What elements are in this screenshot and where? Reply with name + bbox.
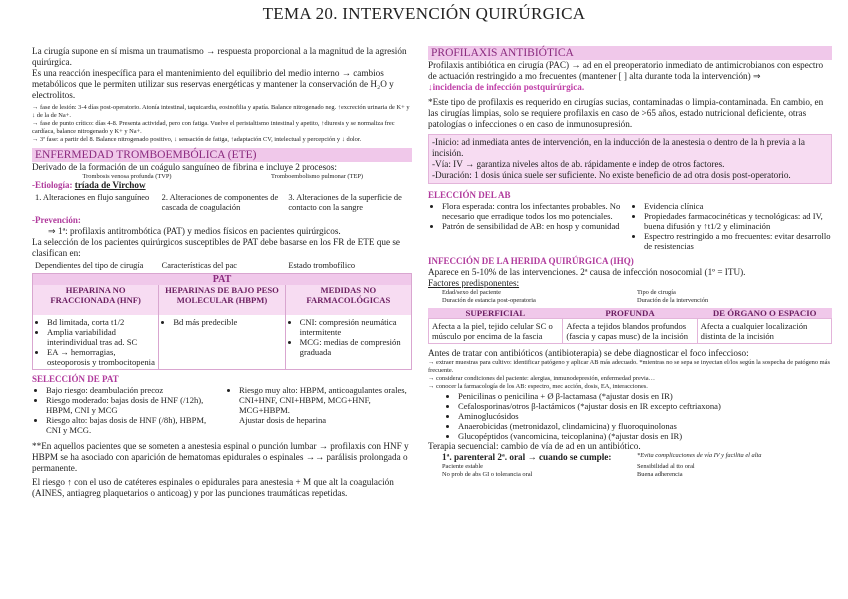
pat-item: • Bd más predecible xyxy=(173,317,282,327)
pat-title: PAT xyxy=(33,274,411,285)
trat-intro: Antes de tratar con antibióticos (antibioterapia) se debe diagnosticar el foco infeccioso: xyxy=(428,348,749,358)
iq-desc: Afecta a tejidos blandos profundos (fascia y capas musc) de la incisión xyxy=(563,319,697,343)
selpat-item: • Riesgo alto: bajas dosis de HNF (/8h), HBPM, CNI y MCG. xyxy=(46,415,219,435)
ab-item: • Evidencia clínica xyxy=(644,201,832,211)
anestesia-note-1: **En aquellos pacientes que se someten a anestesia espinal o punción lumbar → profilaxis con HNF y HBPM se ha asociado con aparición de hematomas epidurales o espinales →→ parálisis prolongada o permanente. xyxy=(32,441,409,473)
iq-col-profunda: PROFUNDA xyxy=(563,308,698,318)
page-title: TEMA 20. INTERVENCIÓN QUIRÚRGICA xyxy=(262,4,586,23)
etiologia-label: -Etiología: xyxy=(32,180,73,190)
etiologia-value: tríada de Virchow xyxy=(74,180,146,190)
pat-col-hbpm xyxy=(159,285,285,369)
pat-col-header: HEPARINAS DE BAJO PESO MOLECULAR (HBPM) xyxy=(159,285,284,315)
trat-item-1: → extraer muestras para cultivo: identificar patógeno y aplicar AB más adecuado. *mientras no se sepa se inyectan el/los según la sospecha de patógeno más frecuente. xyxy=(428,359,830,374)
prevencion-label: -Prevención: xyxy=(32,215,81,225)
ab-item: • Propiedades farmacocinéticas y tecnológicas: ad IV, buena difusión y ↑t1/2 y eliminación xyxy=(644,211,832,231)
pat-item: • CNI: compresión neumática intermitente xyxy=(300,317,409,337)
seq-item: No prob de abs GI o tolerancia oral xyxy=(442,471,533,478)
pa-box-inicio: -Inicio: ad inmediata antes de intervención, en la inducción de la anestesia o dentro de la h previa a la incisión. xyxy=(432,137,805,158)
selpat-item: • Bajo riesgo: deambulación precoz xyxy=(46,385,219,395)
ab-item: • Patrón de sensibilidad de AB: en hosp y comunidad xyxy=(442,221,630,231)
seq-item: Paciente estable xyxy=(442,463,483,470)
ab-item: • Flora esperada: contra los infectantes probables. No necesario que erradique todos los mo potenciales. xyxy=(442,201,630,221)
iq-factores-label: Factores predisponentes: xyxy=(428,278,520,288)
seq-heading: 1ª. parenteral 2ª. oral → cuando se cumple: xyxy=(442,452,612,462)
anestesia-note-2: El riesgo ↑ con el uso de catéteres espinales o epidurales para anestesia + M que alt la coagulación (AINES, antiagreg plaquetarios o anticoag) y por las punciones traumáticas repetidas. xyxy=(32,477,394,498)
iq-factor: Tipo de cirugía xyxy=(637,289,676,296)
ete-subprocess-tvp: Trombosis venosa profunda (TVP) xyxy=(82,173,172,180)
pat-item: • EA → hemorragias, osteoporosis y trombocitopenia xyxy=(47,347,156,367)
iq-desc: Afecta a cualquier localización distinta de la incisión xyxy=(700,321,808,341)
iq-desc: Afecta a la piel, tejido celular SC o músculo por encima de la fascia xyxy=(429,319,563,343)
selpat-item: • Riesgo muy alto: HBPM, anticoagulantes orales, CNI+HNF, CNI+HBPM, MCG+HNF, MCG+HBPM. xyxy=(239,385,412,415)
virchow-item-3: 3. Alteraciones de la superficie de contacto con la sangre xyxy=(288,193,402,212)
trat-item-2: → considerar condiciones del paciente: alergias, inmunodepresión, enfermedad previa… xyxy=(428,375,656,382)
ab-family: • Glucopéptidos (vancomicina, teicoplanina) (*ajustar dosis en IR) xyxy=(458,431,832,441)
virchow-item-1: 1. Alteraciones en flujo sanguíneo xyxy=(35,193,150,202)
iq-factor: Edad/sexo del paciente xyxy=(442,289,501,296)
intro-paragraph-1: La cirugía supone en sí misma un traumatismo → respuesta proporcional a la magnitud de la agresión quirúrgica. xyxy=(32,46,407,67)
prevencion-2: La selección de los pacientes quirúrgicos susceptibles de PAT debe basarse en los FR de ETE que se clasifican en: xyxy=(32,237,401,258)
fr-item-1: Dependientes del tipo de cirugía xyxy=(35,261,144,270)
iq-col-organo: DE ÓRGANO O ESPACIO xyxy=(697,308,832,318)
ab-family: • Anaerobicidas (metronidazol, clindamicina) y fluoroquinolonas xyxy=(458,421,832,431)
phase-1: → fase de lesión: 3-4 días post-operatorio. Atonía intestinal, taquicardia, eosinofilia y apatía. Balance nitrogenado neg. ↑excreción urinaria de K+ y ↓ de la de Na+. xyxy=(32,104,410,119)
pa-box xyxy=(428,134,832,184)
ab-family: • Penicilinas o penicilina + Ø β-lactamasa (*ajustar dosis en IR) xyxy=(458,391,832,401)
intro-paragraph-2: Es una reacción inespecífica para el mantenimiento del equilibrio del medio interno → cambios metabólicos que le permiten utilizar sus reservas energéticas y mantener la conservación de H₂O y electrolitos. xyxy=(32,68,394,100)
pa-heading: PROFILAXIS ANTIBIÓTICA xyxy=(428,46,832,60)
ab-family: • Aminoglucósidos xyxy=(458,411,832,421)
left-column xyxy=(32,46,412,499)
iq-paragraph: Aparece en 5-10% de las intervenciones. 2ª causa de infección nosocomial (1º = ITU). xyxy=(428,267,746,277)
pa-box-duracion: -Duración: 1 dosis única suele ser suficiente. No existe beneficio de ad otra dosis post-operatorio. xyxy=(432,170,791,180)
phase-3: → 3ª fase: a partir del 8. Balance nitrogenado positivo, ↓ sensación de fatiga, ↑adaptación CV, intelectual y percepción y ↓ dolor. xyxy=(32,136,362,143)
iq-col-superficial: SUPERFICIAL xyxy=(428,308,563,318)
pa-paragraph-1: Profilaxis antibiótica en cirugía (PAC) → ad en el preoperatorio inmediato de antimicrobianos con espectro de actuación restringido a mo frecuentes (mantener [ ] alta durante toda la intervención) ⇒ xyxy=(428,60,824,81)
ab-heading: ELECCIÓN DEL AB xyxy=(428,190,511,200)
selpat-item: Ajustar dosis de heparina xyxy=(239,415,327,425)
virchow-item-2: 2. Alteraciones de componentes de cascada de coagulación xyxy=(161,193,279,212)
fr-item-3: Estado trombofílico xyxy=(288,261,356,270)
pat-col-nofarm xyxy=(286,285,411,369)
selpat-heading: SELECCIÓN DE PAT xyxy=(32,374,119,384)
fr-item-2: Características del pac xyxy=(161,261,238,270)
pat-col-header: HEPARINA NO FRACCIONADA (HNF) xyxy=(33,285,158,315)
iq-heading: INFECCIÓN DE LA HERIDA QUIRÚRGICA (IHQ) xyxy=(428,256,634,266)
seq-note: *Evita complicaciones de vía IV y facilita el alta xyxy=(637,452,762,459)
seq-item: Sensibilidad al tto oral xyxy=(637,463,695,470)
pat-item: • MCG: medias de compresión graduada xyxy=(300,337,409,357)
pa-paragraph-1b: ↓incidencia de infección postquirúrgica. xyxy=(428,82,585,92)
pat-table xyxy=(32,273,412,370)
prevencion-1: ⇒ 1ª: profilaxis antitrombótica (PAT) y medios físicos en pacientes quirúrgicos. xyxy=(48,226,341,236)
ete-heading: ENFERMEDAD TROMBOEMBÓLICA (ETE) xyxy=(32,148,412,162)
pa-paragraph-2: *Este tipo de profilaxis es requerido en cirugías sucias, contaminadas o limpia-contaminada. En cambio, en las cirugías limpias, solo se requiere profilaxis en caso de >65 años, estado nutricional deficiente, otras patologías o infecciones o en caso de inmunosupresión. xyxy=(428,97,824,129)
right-column xyxy=(428,46,832,479)
pat-item: • Bd limitada, corta t1/2 xyxy=(47,317,156,327)
pat-col-hnf xyxy=(33,285,159,369)
ete-definition: Derivado de la formación de un coágulo sanguíneo de fibrina e incluye 2 procesos: xyxy=(32,162,337,172)
seq-item: Buena adherencia xyxy=(637,471,683,478)
phase-2: → fase de punto crítico: días 4-8. Presenta actividad, pero con fatiga. Vuelve el peristaltismo intestinal y apetito, ↑diuresis y se normaliza frec cardíaca, balance nitrogenado y K+ y Na+. xyxy=(32,120,395,135)
iq-factor: Duración de estancia post-operatoria xyxy=(442,297,536,304)
selpat-item: • Riesgo moderado: bajas dosis de HNF (/12h), HBPM, CNI y MCG xyxy=(46,395,219,415)
pat-col-header: MEDIDAS NO FARMACOLÓGICAS xyxy=(286,285,411,315)
ab-family: • Cefalosporinas/otros β-lactámicos (*ajustar dosis en IR excepto ceftriaxona) xyxy=(458,401,832,411)
pat-item: • Amplia variabilidad interindividual tras ad. SC xyxy=(47,327,156,347)
ete-subprocess-tep: Tromboembolismo pulmonar (TEP) xyxy=(270,173,364,180)
terapia-secuencial: Terapia secuencial: cambio de vía de ad en un antibiótico. xyxy=(428,441,641,451)
iq-factor: Duración de la intervención xyxy=(637,297,709,304)
trat-item-3: → conocer la farmacología de los AB: espectro, mec acción, dosis, EA, interacciones. xyxy=(428,383,648,390)
ab-item: • Espectro restringido a mo frecuentes: evitar desarrollo de resistencias xyxy=(644,231,832,251)
pa-box-via: -Vía: IV → garantiza niveles altos de ab. rápidamente e indep de otros factores. xyxy=(432,159,725,169)
